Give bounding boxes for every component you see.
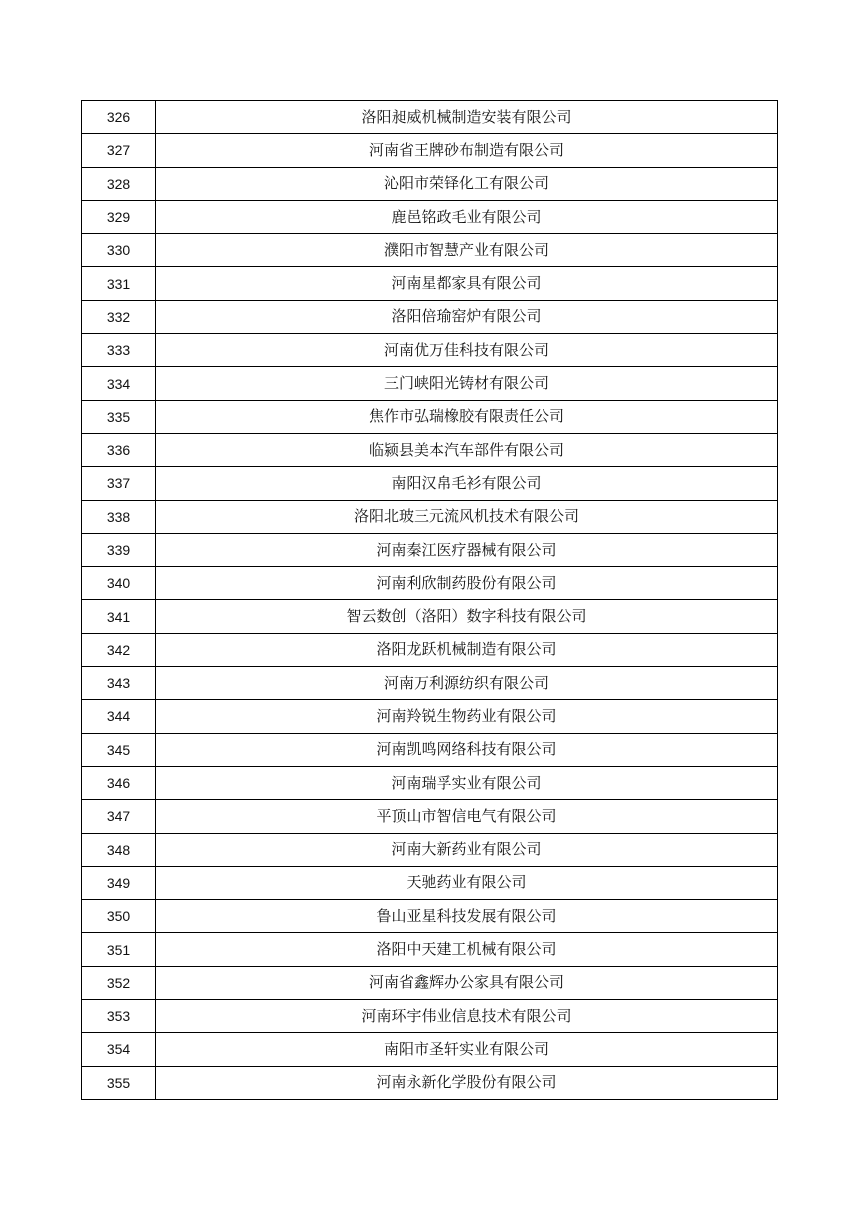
row-number-cell: 348 bbox=[82, 833, 156, 866]
company-list-table bbox=[81, 100, 778, 1100]
table-row bbox=[82, 300, 778, 333]
company-name-cell: 河南省王牌砂布制造有限公司 bbox=[156, 134, 778, 167]
company-name-cell: 河南大新药业有限公司 bbox=[156, 833, 778, 866]
row-number-cell: 353 bbox=[82, 1000, 156, 1033]
table-row bbox=[82, 334, 778, 367]
table-row bbox=[82, 1066, 778, 1099]
table-row bbox=[82, 633, 778, 666]
table-row bbox=[82, 833, 778, 866]
table-body bbox=[82, 101, 778, 1100]
row-number-cell: 328 bbox=[82, 167, 156, 200]
company-name-cell: 洛阳北玻三元流风机技术有限公司 bbox=[156, 500, 778, 533]
company-name-cell: 河南羚锐生物药业有限公司 bbox=[156, 700, 778, 733]
company-name-cell: 三门峡阳光铸材有限公司 bbox=[156, 367, 778, 400]
company-name-cell: 河南环宇伟业信息技术有限公司 bbox=[156, 1000, 778, 1033]
company-name-cell: 鹿邑铭政毛业有限公司 bbox=[156, 200, 778, 233]
table-row bbox=[82, 367, 778, 400]
row-number-cell: 331 bbox=[82, 267, 156, 300]
row-number-cell: 327 bbox=[82, 134, 156, 167]
table-row bbox=[82, 433, 778, 466]
row-number-cell: 347 bbox=[82, 800, 156, 833]
table-row bbox=[82, 533, 778, 566]
row-number-cell: 330 bbox=[82, 234, 156, 267]
table-row bbox=[82, 567, 778, 600]
row-number-cell: 329 bbox=[82, 200, 156, 233]
row-number-cell: 335 bbox=[82, 400, 156, 433]
row-number-cell: 354 bbox=[82, 1033, 156, 1066]
table-row bbox=[82, 101, 778, 134]
company-name-cell: 河南省鑫辉办公家具有限公司 bbox=[156, 966, 778, 999]
row-number-cell: 340 bbox=[82, 567, 156, 600]
company-name-cell: 智云数创（洛阳）数字科技有限公司 bbox=[156, 600, 778, 633]
company-name-cell: 沁阳市荣铎化工有限公司 bbox=[156, 167, 778, 200]
row-number-cell: 337 bbox=[82, 467, 156, 500]
row-number-cell: 342 bbox=[82, 633, 156, 666]
row-number-cell: 339 bbox=[82, 533, 156, 566]
company-name-cell: 河南星都家具有限公司 bbox=[156, 267, 778, 300]
table-row bbox=[82, 700, 778, 733]
table-row bbox=[82, 667, 778, 700]
row-number-cell: 351 bbox=[82, 933, 156, 966]
table-row bbox=[82, 766, 778, 799]
row-number-cell: 352 bbox=[82, 966, 156, 999]
company-name-cell: 河南万利源纺织有限公司 bbox=[156, 667, 778, 700]
row-number-cell: 332 bbox=[82, 300, 156, 333]
company-name-cell: 洛阳倍瑜窑炉有限公司 bbox=[156, 300, 778, 333]
table-row bbox=[82, 200, 778, 233]
row-number-cell: 346 bbox=[82, 766, 156, 799]
row-number-cell: 338 bbox=[82, 500, 156, 533]
row-number-cell: 336 bbox=[82, 433, 156, 466]
table-row bbox=[82, 600, 778, 633]
table-row bbox=[82, 733, 778, 766]
table-row bbox=[82, 966, 778, 999]
company-name-cell: 洛阳龙跃机械制造有限公司 bbox=[156, 633, 778, 666]
table-row bbox=[82, 933, 778, 966]
row-number-cell: 349 bbox=[82, 866, 156, 899]
table-row bbox=[82, 167, 778, 200]
company-name-cell: 天驰药业有限公司 bbox=[156, 866, 778, 899]
row-number-cell: 355 bbox=[82, 1066, 156, 1099]
company-name-cell: 河南瑞孚实业有限公司 bbox=[156, 766, 778, 799]
table-row bbox=[82, 866, 778, 899]
row-number-cell: 333 bbox=[82, 334, 156, 367]
row-number-cell: 345 bbox=[82, 733, 156, 766]
company-name-cell: 南阳汉帛毛衫有限公司 bbox=[156, 467, 778, 500]
table-row bbox=[82, 1033, 778, 1066]
company-name-cell: 河南永新化学股份有限公司 bbox=[156, 1066, 778, 1099]
company-name-cell: 南阳市圣轩实业有限公司 bbox=[156, 1033, 778, 1066]
company-name-cell: 洛阳中天建工机械有限公司 bbox=[156, 933, 778, 966]
company-name-cell: 鲁山亚星科技发展有限公司 bbox=[156, 900, 778, 933]
table-row bbox=[82, 134, 778, 167]
row-number-cell: 334 bbox=[82, 367, 156, 400]
company-name-cell: 河南凯鸣网络科技有限公司 bbox=[156, 733, 778, 766]
company-name-cell: 河南利欣制药股份有限公司 bbox=[156, 567, 778, 600]
company-name-cell: 濮阳市智慧产业有限公司 bbox=[156, 234, 778, 267]
company-name-cell: 焦作市弘瑞橡胶有限责任公司 bbox=[156, 400, 778, 433]
company-name-cell: 洛阳昶威机械制造安装有限公司 bbox=[156, 101, 778, 134]
row-number-cell: 341 bbox=[82, 600, 156, 633]
table-row bbox=[82, 1000, 778, 1033]
row-number-cell: 343 bbox=[82, 667, 156, 700]
table-row bbox=[82, 267, 778, 300]
company-name-cell: 河南优万佳科技有限公司 bbox=[156, 334, 778, 367]
company-name-cell: 河南秦江医疗器械有限公司 bbox=[156, 533, 778, 566]
row-number-cell: 350 bbox=[82, 900, 156, 933]
table-row bbox=[82, 800, 778, 833]
company-name-cell: 临颍县美本汽车部件有限公司 bbox=[156, 433, 778, 466]
table-row bbox=[82, 500, 778, 533]
company-name-cell: 平顶山市智信电气有限公司 bbox=[156, 800, 778, 833]
row-number-cell: 326 bbox=[82, 101, 156, 134]
table-row bbox=[82, 467, 778, 500]
table-row bbox=[82, 900, 778, 933]
table-row bbox=[82, 400, 778, 433]
table-row bbox=[82, 234, 778, 267]
row-number-cell: 344 bbox=[82, 700, 156, 733]
